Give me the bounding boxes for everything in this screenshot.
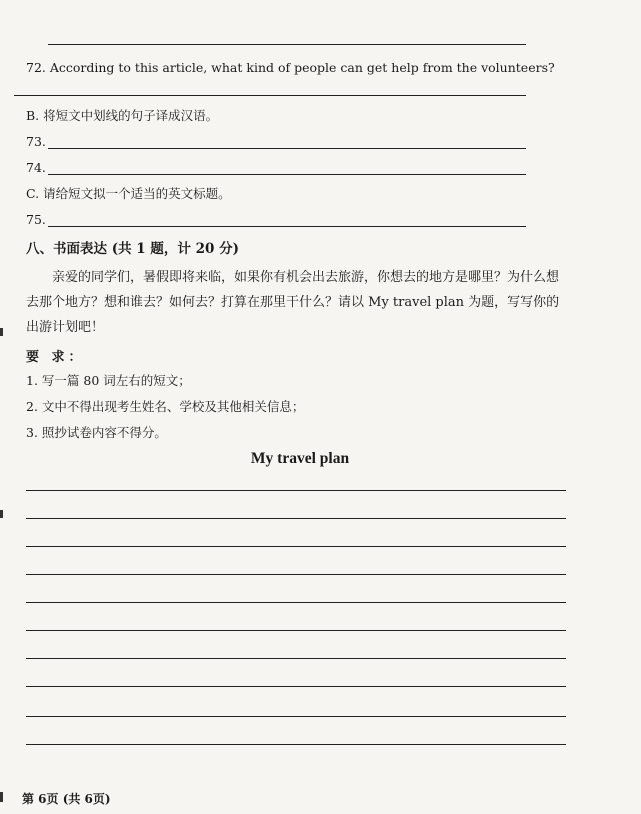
requirement-1: 1. 写一篇 80 词左右的短文；	[26, 373, 191, 388]
writing-line[interactable]	[26, 686, 566, 687]
answer-line-72[interactable]	[14, 95, 526, 96]
writing-line[interactable]	[26, 546, 566, 547]
answer-line-top	[48, 44, 526, 45]
section-title: 八、书面表达 (共 1 题，计 20 分)	[26, 241, 239, 257]
edge-mark	[0, 328, 3, 336]
requirements-label: 要 求：	[26, 350, 86, 365]
writing-line[interactable]	[26, 490, 566, 491]
answer-line-74[interactable]	[48, 174, 526, 175]
question-72: 72. According to this article, what kind of people can get help from the volunteers?	[26, 60, 555, 75]
answer-line-73[interactable]	[48, 148, 526, 149]
question-74-label: 74.	[26, 160, 46, 175]
answer-line-75[interactable]	[48, 226, 526, 227]
part-b-instruction: B. 将短文中划线的句子译成汉语。	[26, 108, 219, 123]
requirement-3: 3. 照抄试卷内容不得分。	[26, 425, 167, 440]
writing-line[interactable]	[26, 630, 566, 631]
writing-line[interactable]	[26, 658, 566, 659]
essay-title: My travel plan	[250, 450, 350, 467]
page-footer: 第 6页 (共 6页)	[22, 792, 111, 806]
requirement-2: 2. 文中不得出现考生姓名、学校及其他相关信息；	[26, 399, 305, 414]
question-75-label: 75.	[26, 212, 46, 227]
question-73-label: 73.	[26, 134, 46, 149]
edge-mark	[0, 792, 3, 802]
writing-line[interactable]	[26, 602, 566, 603]
part-c-instruction: C. 请给短文拟一个适当的英文标题。	[26, 186, 231, 201]
writing-line[interactable]	[26, 716, 566, 717]
writing-prompt: 亲爱的同学们，暑假即将来临，如果你有机会出去旅游，你想去的地方是哪里？为什么想去那个地方？想和谁去？如何去？打算在那里干什么？请以 My travel plan 为题，写写你的出游计划吧！	[26, 270, 560, 335]
edge-mark	[0, 510, 3, 518]
writing-line[interactable]	[26, 518, 566, 519]
writing-line[interactable]	[26, 574, 566, 575]
writing-line[interactable]	[26, 744, 566, 745]
